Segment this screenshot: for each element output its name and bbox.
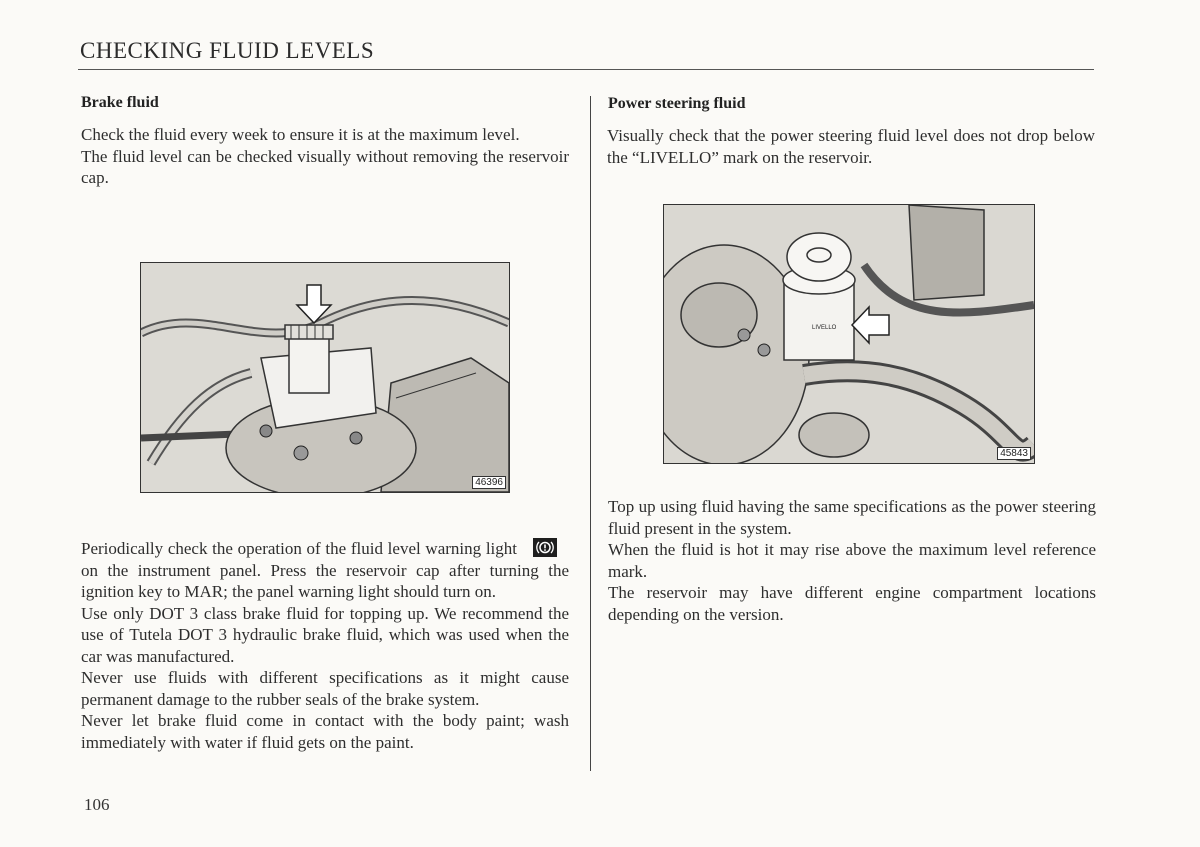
- warning-text-after: on the instrument panel. Press the reservoir cap after turning the ignition key to MAR; the panel warning light should turn on.: [81, 560, 569, 601]
- body-paragraph: Never let brake fluid come in contact with the body paint; wash immediately with water if fluid gets on the paint.: [81, 711, 569, 752]
- title-rule: [78, 69, 1094, 70]
- livello-mark-label: LIVELLO: [812, 325, 837, 331]
- body-paragraph: Never use fluids with different specifications as it might cause permanent damage to the rubber seals of the brake system.: [81, 668, 569, 709]
- page-number: 106: [84, 795, 110, 814]
- intro-paragraph: The fluid level can be checked visually without removing the reservoir cap.: [81, 146, 569, 187]
- brake-warning-light-icon: [533, 538, 557, 557]
- power-steering-heading: Power steering fluid: [608, 95, 746, 112]
- figure-number: 46396: [472, 476, 506, 489]
- body-paragraph: The reservoir may have different engine compartment locations depending on the version.: [608, 583, 1096, 624]
- power-steering-illustration: [664, 205, 1034, 463]
- body-paragraph: When the fluid is hot it may rise above the maximum level reference mark.: [608, 540, 1096, 581]
- warning-light-paragraph: [81, 538, 569, 753]
- brake-fluid-heading: Brake fluid: [81, 94, 159, 111]
- power-steering-intro: [607, 125, 1095, 168]
- figure-number: 45843: [997, 447, 1031, 460]
- brake-fluid-intro: [81, 124, 569, 189]
- body-paragraph: Use only DOT 3 class brake fluid for topping up. We recommend the use of Tutela DOT 3 hydraulic brake fluid, which was used when the car was manufactured.: [81, 603, 569, 666]
- power-steering-reservoir-figure: [663, 204, 1035, 464]
- intro-paragraph: Visually check that the power steering fluid level does not drop below the “LIVELLO” mark on the reservoir.: [607, 126, 1095, 167]
- column-divider: [590, 96, 591, 771]
- power-steering-body: [608, 496, 1096, 625]
- intro-paragraph: Check the fluid every week to ensure it is at the maximum level.: [81, 125, 520, 144]
- brake-reservoir-illustration: [141, 263, 509, 492]
- warning-light-text: [81, 538, 569, 603]
- body-paragraph: Top up using fluid having the same specifications as the power steering fluid present in the system.: [608, 497, 1096, 538]
- brake-reservoir-figure: [140, 262, 510, 493]
- warning-text-before: Periodically check the operation of the fluid level warning light: [81, 539, 517, 558]
- page-title: CHECKING FLUID LEVELS: [80, 38, 375, 63]
